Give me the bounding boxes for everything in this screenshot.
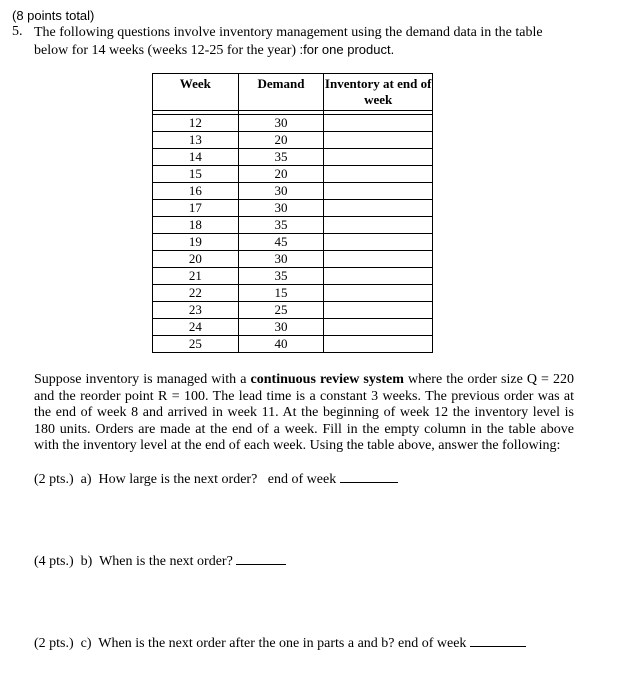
part-c [34, 634, 526, 652]
demand-cell: 35 [238, 217, 324, 234]
inventory-cell[interactable] [324, 217, 433, 234]
demand-cell: 35 [238, 268, 324, 285]
table-row [153, 132, 433, 149]
table-row [153, 166, 433, 183]
inventory-cell[interactable] [324, 302, 433, 319]
header-demand: Demand [238, 74, 324, 111]
week-cell: 18 [153, 217, 239, 234]
table-row [153, 251, 433, 268]
week-cell: 22 [153, 285, 239, 302]
inventory-cell[interactable] [324, 115, 433, 132]
paragraph-part1: Suppose inventory is managed with a [34, 372, 247, 387]
week-cell: 25 [153, 336, 239, 353]
week-cell: 24 [153, 319, 239, 336]
week-cell: 13 [153, 132, 239, 149]
part-c-text: (2 pts.) c) When is the next order after the one in parts a and b? end of week [34, 636, 467, 651]
header-week: Week [153, 74, 239, 111]
inventory-cell[interactable] [324, 285, 433, 302]
week-cell: 12 [153, 115, 239, 132]
week-cell: 14 [153, 149, 239, 166]
question-text-main: The following questions involve inventory management using the demand data in the table below for 14 weeks (weeks 12-25 for the year) [34, 25, 543, 58]
inventory-cell[interactable] [324, 268, 433, 285]
demand-cell: 30 [238, 200, 324, 217]
problem-paragraph [34, 372, 574, 455]
table-header-row [153, 74, 433, 111]
inventory-table [152, 73, 433, 353]
week-cell: 19 [153, 234, 239, 251]
table-row [153, 234, 433, 251]
part-c-answer-blank[interactable] [470, 634, 526, 647]
demand-cell: 45 [238, 234, 324, 251]
paragraph-bold: continuous review system [250, 372, 404, 387]
inventory-cell[interactable] [324, 166, 433, 183]
inventory-cell[interactable] [324, 319, 433, 336]
week-cell: 21 [153, 268, 239, 285]
demand-cell: 20 [238, 166, 324, 183]
question-text: The following questions involve inventory management using the demand data in the table below for 14 weeks (weeks 12-25 for the year) :for one product. [34, 25, 543, 58]
part-a-answer-blank[interactable] [340, 470, 398, 483]
inventory-cell[interactable] [324, 149, 433, 166]
table-row [153, 200, 433, 217]
part-a [34, 470, 398, 488]
demand-cell: 35 [238, 149, 324, 166]
table-row [153, 268, 433, 285]
demand-cell: 40 [238, 336, 324, 353]
part-a-text: (2 pts.) a) How large is the next order? end of week [34, 472, 337, 487]
demand-cell: 30 [238, 115, 324, 132]
table-row [153, 336, 433, 353]
demand-cell: 30 [238, 251, 324, 268]
week-cell: 16 [153, 183, 239, 200]
table-row [153, 302, 433, 319]
demand-cell: 20 [238, 132, 324, 149]
inventory-cell[interactable] [324, 200, 433, 217]
inventory-cell[interactable] [324, 132, 433, 149]
week-cell: 17 [153, 200, 239, 217]
part-b-answer-blank[interactable] [236, 552, 286, 565]
question-text-tail: for one product. [303, 42, 395, 57]
demand-cell: 15 [238, 285, 324, 302]
part-b-text: (4 pts.) b) When is the next order? [34, 554, 233, 569]
inventory-cell[interactable] [324, 251, 433, 268]
inventory-cell[interactable] [324, 336, 433, 353]
question-number: 5. [12, 24, 23, 39]
header-inventory: Inventory at end of week [324, 74, 433, 111]
demand-cell: 30 [238, 319, 324, 336]
inventory-cell[interactable] [324, 183, 433, 200]
table-row [153, 149, 433, 166]
table-body [153, 111, 433, 353]
demand-cell: 25 [238, 302, 324, 319]
points-total: (8 points total) [12, 8, 95, 23]
table-row [153, 319, 433, 336]
demand-cell: 30 [238, 183, 324, 200]
week-cell: 20 [153, 251, 239, 268]
paragraph-part2: where the order size Q = 220 and the reorder point R = 100. The lead time is a constant 3 weeks. The previous order was at the end of week 8 and arrived in week 11. At the beginning of week 12 the inventory level is 180 units. Orders are made at the end of a week. Fill in the empty column in the table above with the inventory level at the end of each week. Using the table above, answer the following: [34, 372, 575, 453]
table-row [153, 217, 433, 234]
inventory-cell[interactable] [324, 234, 433, 251]
table-row [153, 183, 433, 200]
table-row [153, 285, 433, 302]
week-cell: 15 [153, 166, 239, 183]
part-b [34, 552, 286, 570]
table-row [153, 115, 433, 132]
week-cell: 23 [153, 302, 239, 319]
